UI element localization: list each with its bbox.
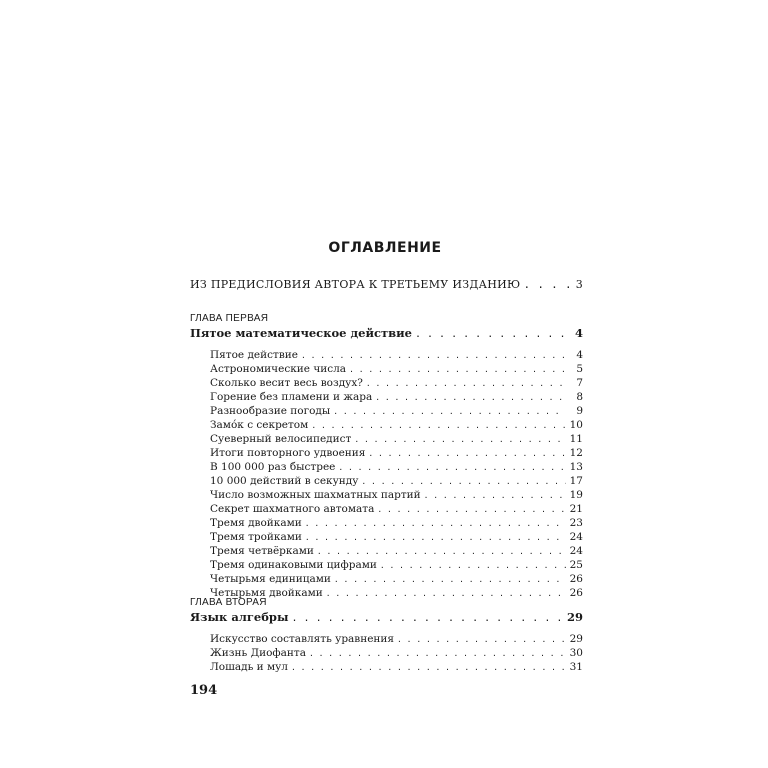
dot-leader [338, 461, 566, 475]
dot-leader [366, 377, 566, 391]
entry-title: Горение без пламени и жара [210, 391, 373, 403]
toc-entry [210, 646, 583, 661]
toc-entry [210, 404, 583, 419]
entry-title: 10 000 действий в секунду [210, 475, 359, 487]
entry-title: Разнообразие погоды [210, 405, 331, 417]
entry-page: 19 [569, 489, 583, 501]
dot-leader [301, 349, 566, 363]
toc-title: ОГЛАВЛЕНИЕ [328, 240, 442, 256]
entry-page: 4 [576, 349, 583, 361]
entry-title: Тремя четвёрками [210, 545, 314, 557]
dot-leader [368, 447, 566, 461]
dot-leader [523, 278, 572, 292]
entry-page: 12 [569, 447, 583, 459]
dot-leader [305, 517, 566, 531]
chapter-page: 29 [566, 610, 583, 624]
dot-leader [334, 573, 566, 587]
dot-leader [354, 433, 566, 447]
toc-entry [210, 530, 583, 545]
dot-leader [317, 545, 566, 559]
page-number: 194 [190, 683, 218, 698]
entry-page: 13 [569, 461, 583, 473]
chapter-title-text: Язык алгебры [190, 610, 289, 624]
entry-title: Лошадь и мул [210, 661, 288, 673]
dot-leader [397, 633, 566, 647]
dot-leader [380, 559, 566, 573]
chapter-page: 4 [574, 326, 583, 340]
entry-page: 9 [576, 405, 583, 417]
entry-page: 24 [569, 545, 583, 557]
entry-page: 21 [569, 503, 583, 515]
entry-title: Тремя тройками [210, 531, 302, 543]
entry-title: Жизнь Диофанта [210, 647, 306, 659]
entry-title: Четырьмя единицами [210, 573, 331, 585]
entry-title: Замóк с секретом [210, 419, 309, 431]
entry-page: 10 [569, 419, 583, 431]
chapter-title-text: Пятое математическое действие [190, 326, 412, 340]
toc-entry [210, 474, 583, 489]
toc-entry [210, 348, 583, 363]
toc-entry [210, 632, 583, 647]
entry-title: Четырьмя двойками [210, 587, 323, 599]
dot-leader [424, 489, 566, 503]
entry-title: В 100 000 раз быстрее [210, 461, 336, 473]
toc-entry [210, 460, 583, 475]
toc-entry [210, 432, 583, 447]
dot-leader [377, 503, 566, 517]
toc-entry [210, 376, 583, 391]
toc-entry [210, 446, 583, 461]
dot-leader [311, 419, 566, 433]
preface-page: 3 [575, 278, 583, 291]
dot-leader [333, 405, 566, 419]
entry-page: 11 [569, 433, 583, 445]
entry-title: Суеверный велосипедист [210, 433, 352, 445]
entry-page: 25 [569, 559, 583, 571]
entry-page: 31 [569, 661, 583, 673]
dot-leader [305, 531, 566, 545]
entry-title: Пятое действие [210, 349, 298, 361]
entry-page: 24 [569, 531, 583, 543]
entry-page: 7 [576, 377, 583, 389]
chapter-title [190, 610, 583, 626]
toc-entry [210, 390, 583, 405]
entry-title: Секрет шахматного автомата [210, 503, 375, 515]
dot-leader [291, 661, 566, 675]
entry-page: 17 [569, 475, 583, 487]
dot-leader [326, 587, 566, 601]
chapter-label: ГЛАВА ПЕРВАЯ [190, 313, 269, 324]
entry-page: 30 [569, 647, 583, 659]
dot-leader [349, 363, 566, 377]
toc-entry [210, 558, 583, 573]
entry-page: 26 [569, 587, 583, 599]
dot-leader [361, 475, 566, 489]
toc-entry [210, 544, 583, 559]
toc-entry [210, 502, 583, 517]
toc-entry [210, 572, 583, 587]
entry-title: Итоги повторного удвоения [210, 447, 366, 459]
chapter-title [190, 326, 583, 342]
entry-title: Тремя одинаковыми цифрами [210, 559, 377, 571]
toc-entry [210, 488, 583, 503]
entry-page: 5 [576, 363, 583, 375]
entry-title: Астрономические числа [210, 363, 347, 375]
entry-title: Искусство составлять уравнения [210, 633, 395, 645]
preface-label: ИЗ ПРЕДИСЛОВИЯ АВТОРА К ТРЕТЬЕМУ ИЗДАНИЮ [190, 278, 521, 291]
toc-entry [210, 362, 583, 377]
chapter-label: ГЛАВА ВТОРАЯ [190, 597, 267, 608]
dot-leader [415, 328, 572, 342]
entry-page: 29 [569, 633, 583, 645]
toc-entry [210, 516, 583, 531]
entry-page: 26 [569, 573, 583, 585]
toc-entry [210, 418, 583, 433]
entry-title: Сколько весит весь воздух? [210, 377, 363, 389]
dot-leader [375, 391, 566, 405]
dot-leader [309, 647, 566, 661]
preface-entry [190, 278, 583, 292]
entry-title: Число возможных шахматных партий [210, 489, 421, 501]
toc-entry [210, 660, 583, 675]
dot-leader [291, 612, 564, 626]
entry-title: Тремя двойками [210, 517, 302, 529]
entry-page: 8 [576, 391, 583, 403]
entry-page: 23 [569, 517, 583, 529]
